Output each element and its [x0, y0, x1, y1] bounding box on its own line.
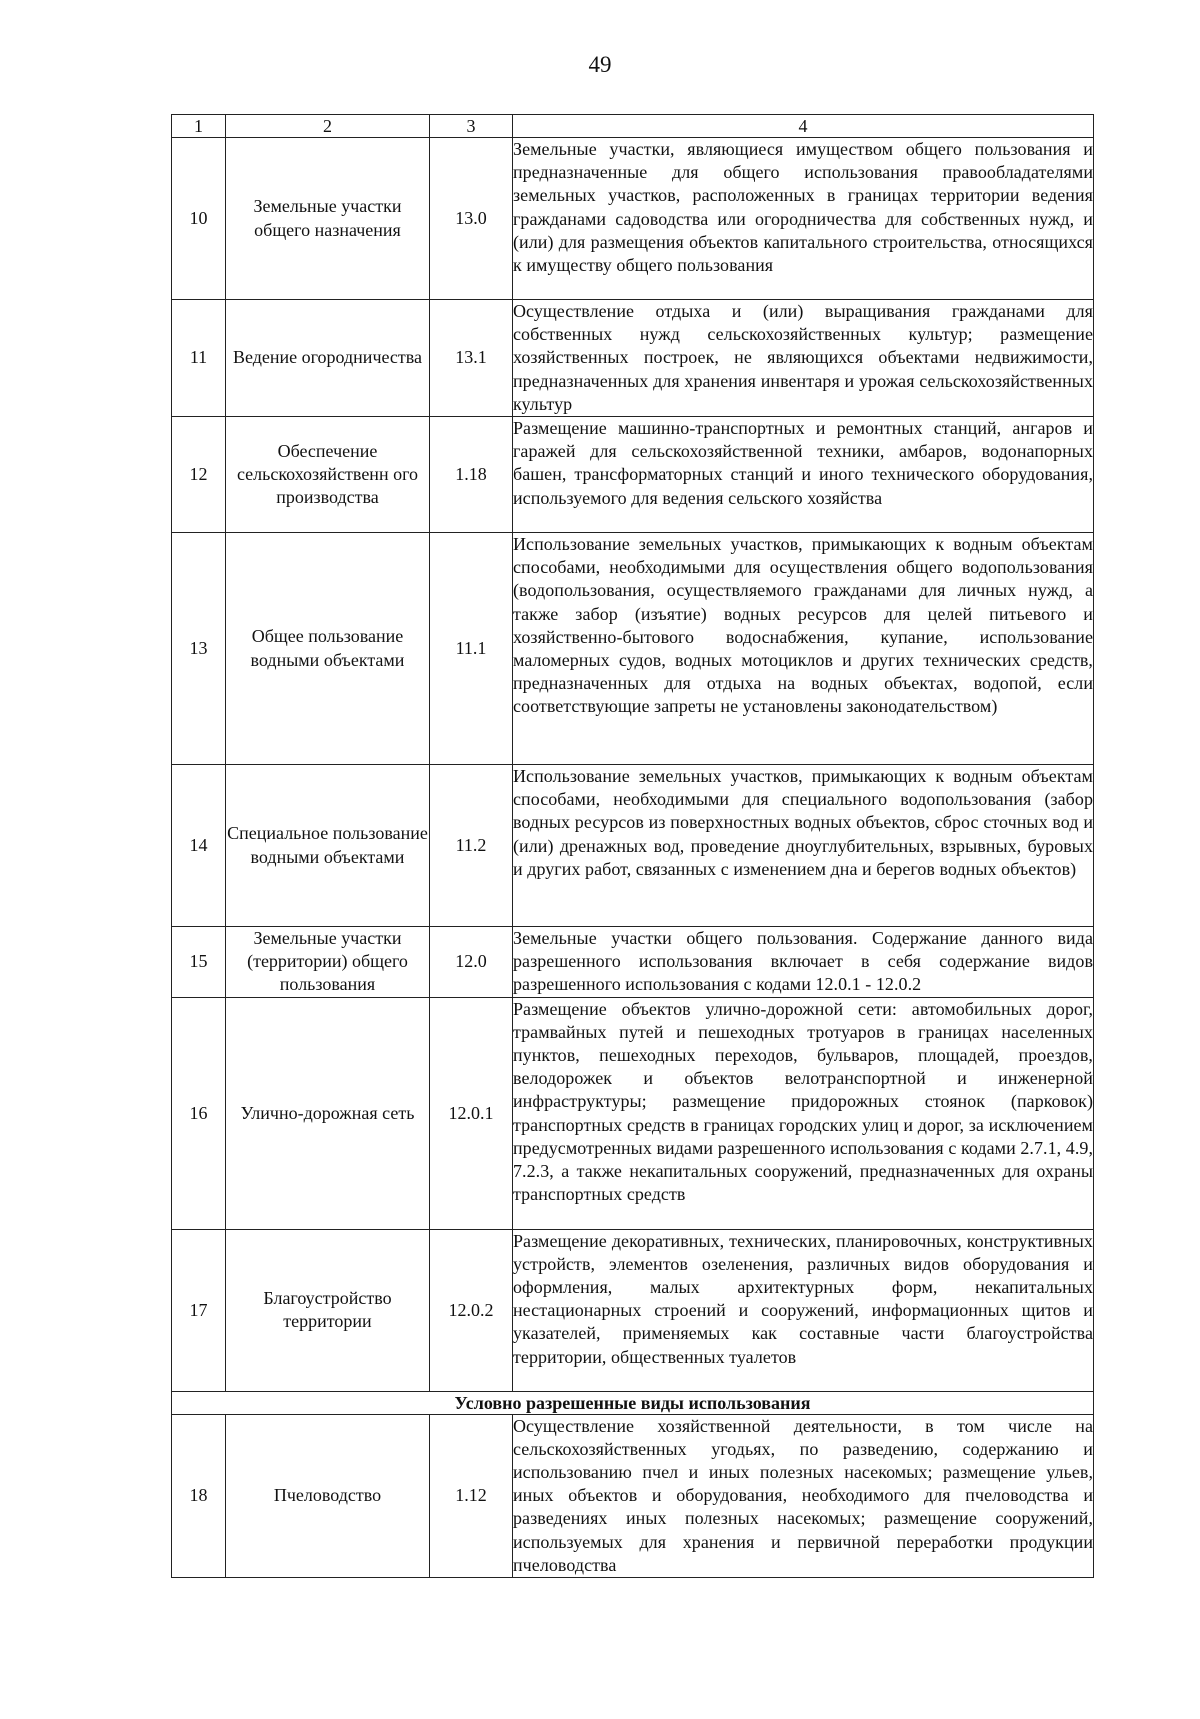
table-row [172, 300, 1094, 417]
land-use-description: Земельные участки, являющиеся имуществом общего пользования и предназначенные для общего использования правообладателями земельных участков, расположенных в границах территории ведения гражданами садоводства или огородничества для собственных нужд, и (или) для размещения объектов капитального строительства, относящихся к имуществу общего пользования [513, 138, 1094, 300]
land-use-name: Земельные участки (территории) общего пользования [226, 927, 430, 998]
section-header-row [172, 1391, 1094, 1414]
land-use-code: 12.0.1 [430, 997, 513, 1229]
land-use-code: 1.12 [430, 1414, 513, 1577]
table-header-row [172, 115, 1094, 138]
land-use-name: Ведение огородничества [226, 300, 430, 417]
column-header: 1 [172, 115, 226, 138]
land-use-code: 12.0 [430, 927, 513, 998]
row-number: 11 [172, 300, 226, 417]
land-use-code: 11.2 [430, 765, 513, 927]
table-row [172, 997, 1094, 1229]
land-use-description: Земельные участки общего пользования. Содержание данного вида разрешенного использования включает в себя содержание видов разрешенного использования с кодами 12.0.1 - 12.0.2 [513, 927, 1094, 998]
land-use-name: Обеспечение сельскохозяйственн ого производства [226, 417, 430, 533]
column-header: 4 [513, 115, 1094, 138]
land-use-description: Размещение объектов улично-дорожной сети: автомобильных дорог, трамвайных путей и пешеходных тротуаров в границах населенных пунктов, пешеходных переходов, бульваров, площадей, проездов, велодорожек и объектов велотранспортной и инженерной инфраструктуры; размещение придорожных стоянок (парковок) транспортных средств в границах городских улиц и дорог, за исключением предусмотренных видами разрешенного использования с кодами 2.7.1, 4.9, 7.2.3, а также некапитальных сооружений, предназначенных для охраны транспортных средств [513, 997, 1094, 1229]
land-use-name: Благоустройство территории [226, 1229, 430, 1391]
section-title: Условно разрешенные виды использования [172, 1391, 1094, 1414]
land-use-name: Специальное пользование водными объектами [226, 765, 430, 927]
land-use-name: Пчеловодство [226, 1414, 430, 1577]
land-use-table [171, 114, 1094, 1578]
row-number: 14 [172, 765, 226, 927]
row-number: 10 [172, 138, 226, 300]
row-number: 13 [172, 533, 226, 765]
table-row [172, 1414, 1094, 1577]
land-use-description: Использование земельных участков, примыкающих к водным объектам способами, необходимыми для осуществления общего водопользования (водопользования, осуществляемого гражданами для личных нужд, а также забор (изъятие) водных ресурсов для целей питьевого и хозяйственно-бытового водоснабжения, купание, использование маломерных судов, водных мотоциклов и других технических средств, предназначенных для отдыха на водных объектах, водопой, если соответствующие запреты не установлены законодательством) [513, 533, 1094, 765]
table-row [172, 417, 1094, 533]
row-number: 16 [172, 997, 226, 1229]
land-use-name: Улично-дорожная сеть [226, 997, 430, 1229]
land-use-description: Размещение машинно-транспортных и ремонтных станций, ангаров и гаражей для сельскохозяйственной техники, амбаров, водонапорных башен, трансформаторных станций и иного технического оборудования, используемого для ведения сельского хозяйства [513, 417, 1094, 533]
land-use-code: 11.1 [430, 533, 513, 765]
row-number: 12 [172, 417, 226, 533]
land-use-name: Земельные участки общего назначения [226, 138, 430, 300]
land-use-code: 13.1 [430, 300, 513, 417]
land-use-code: 12.0.2 [430, 1229, 513, 1391]
column-header: 2 [226, 115, 430, 138]
row-number: 15 [172, 927, 226, 998]
row-number: 18 [172, 1414, 226, 1577]
land-use-code: 13.0 [430, 138, 513, 300]
land-use-name: Общее пользование водными объектами [226, 533, 430, 765]
table-row [172, 1229, 1094, 1391]
row-number: 17 [172, 1229, 226, 1391]
column-header: 3 [430, 115, 513, 138]
table-row [172, 533, 1094, 765]
land-use-description: Осуществление отдыха и (или) выращивания гражданами для собственных нужд сельскохозяйственных культур; размещение хозяйственных построек, не являющихся объектами недвижимости, предназначенных для хранения инвентаря и урожая сельскохозяйственных культур [513, 300, 1094, 417]
land-use-description: Использование земельных участков, примыкающих к водным объектам способами, необходимыми для специального водопользования (забор водных ресурсов из поверхностных водных объектов, сброс сточных вод и (или) дренажных вод, проведение дноуглубительных, взрывных, буровых и других работ, связанных с изменением дна и берегов водных объектов) [513, 765, 1094, 927]
land-use-code: 1.18 [430, 417, 513, 533]
table-row [172, 765, 1094, 927]
page-number: 49 [588, 52, 612, 77]
table-row [172, 138, 1094, 300]
table-row [172, 927, 1094, 998]
land-use-description: Размещение декоративных, технических, планировочных, конструктивных устройств, элементов озеленения, различных видов оборудования и оформления, малых архитектурных форм, некапитальных нестационарных строений и сооружений, информационных щитов и указателей, применяемых как составные части благоустройства территории, общественных туалетов [513, 1229, 1094, 1391]
land-use-description: Осуществление хозяйственной деятельности, в том числе на сельскохозяйственных угодьях, по разведению, содержанию и использованию пчел и иных полезных насекомых; размещение ульев, иных объектов и оборудования, необходимого для пчеловодства и разведениях иных полезных насекомых; размещение сооружений, используемых для хранения и первичной переработки продукции пчеловодства [513, 1414, 1094, 1577]
